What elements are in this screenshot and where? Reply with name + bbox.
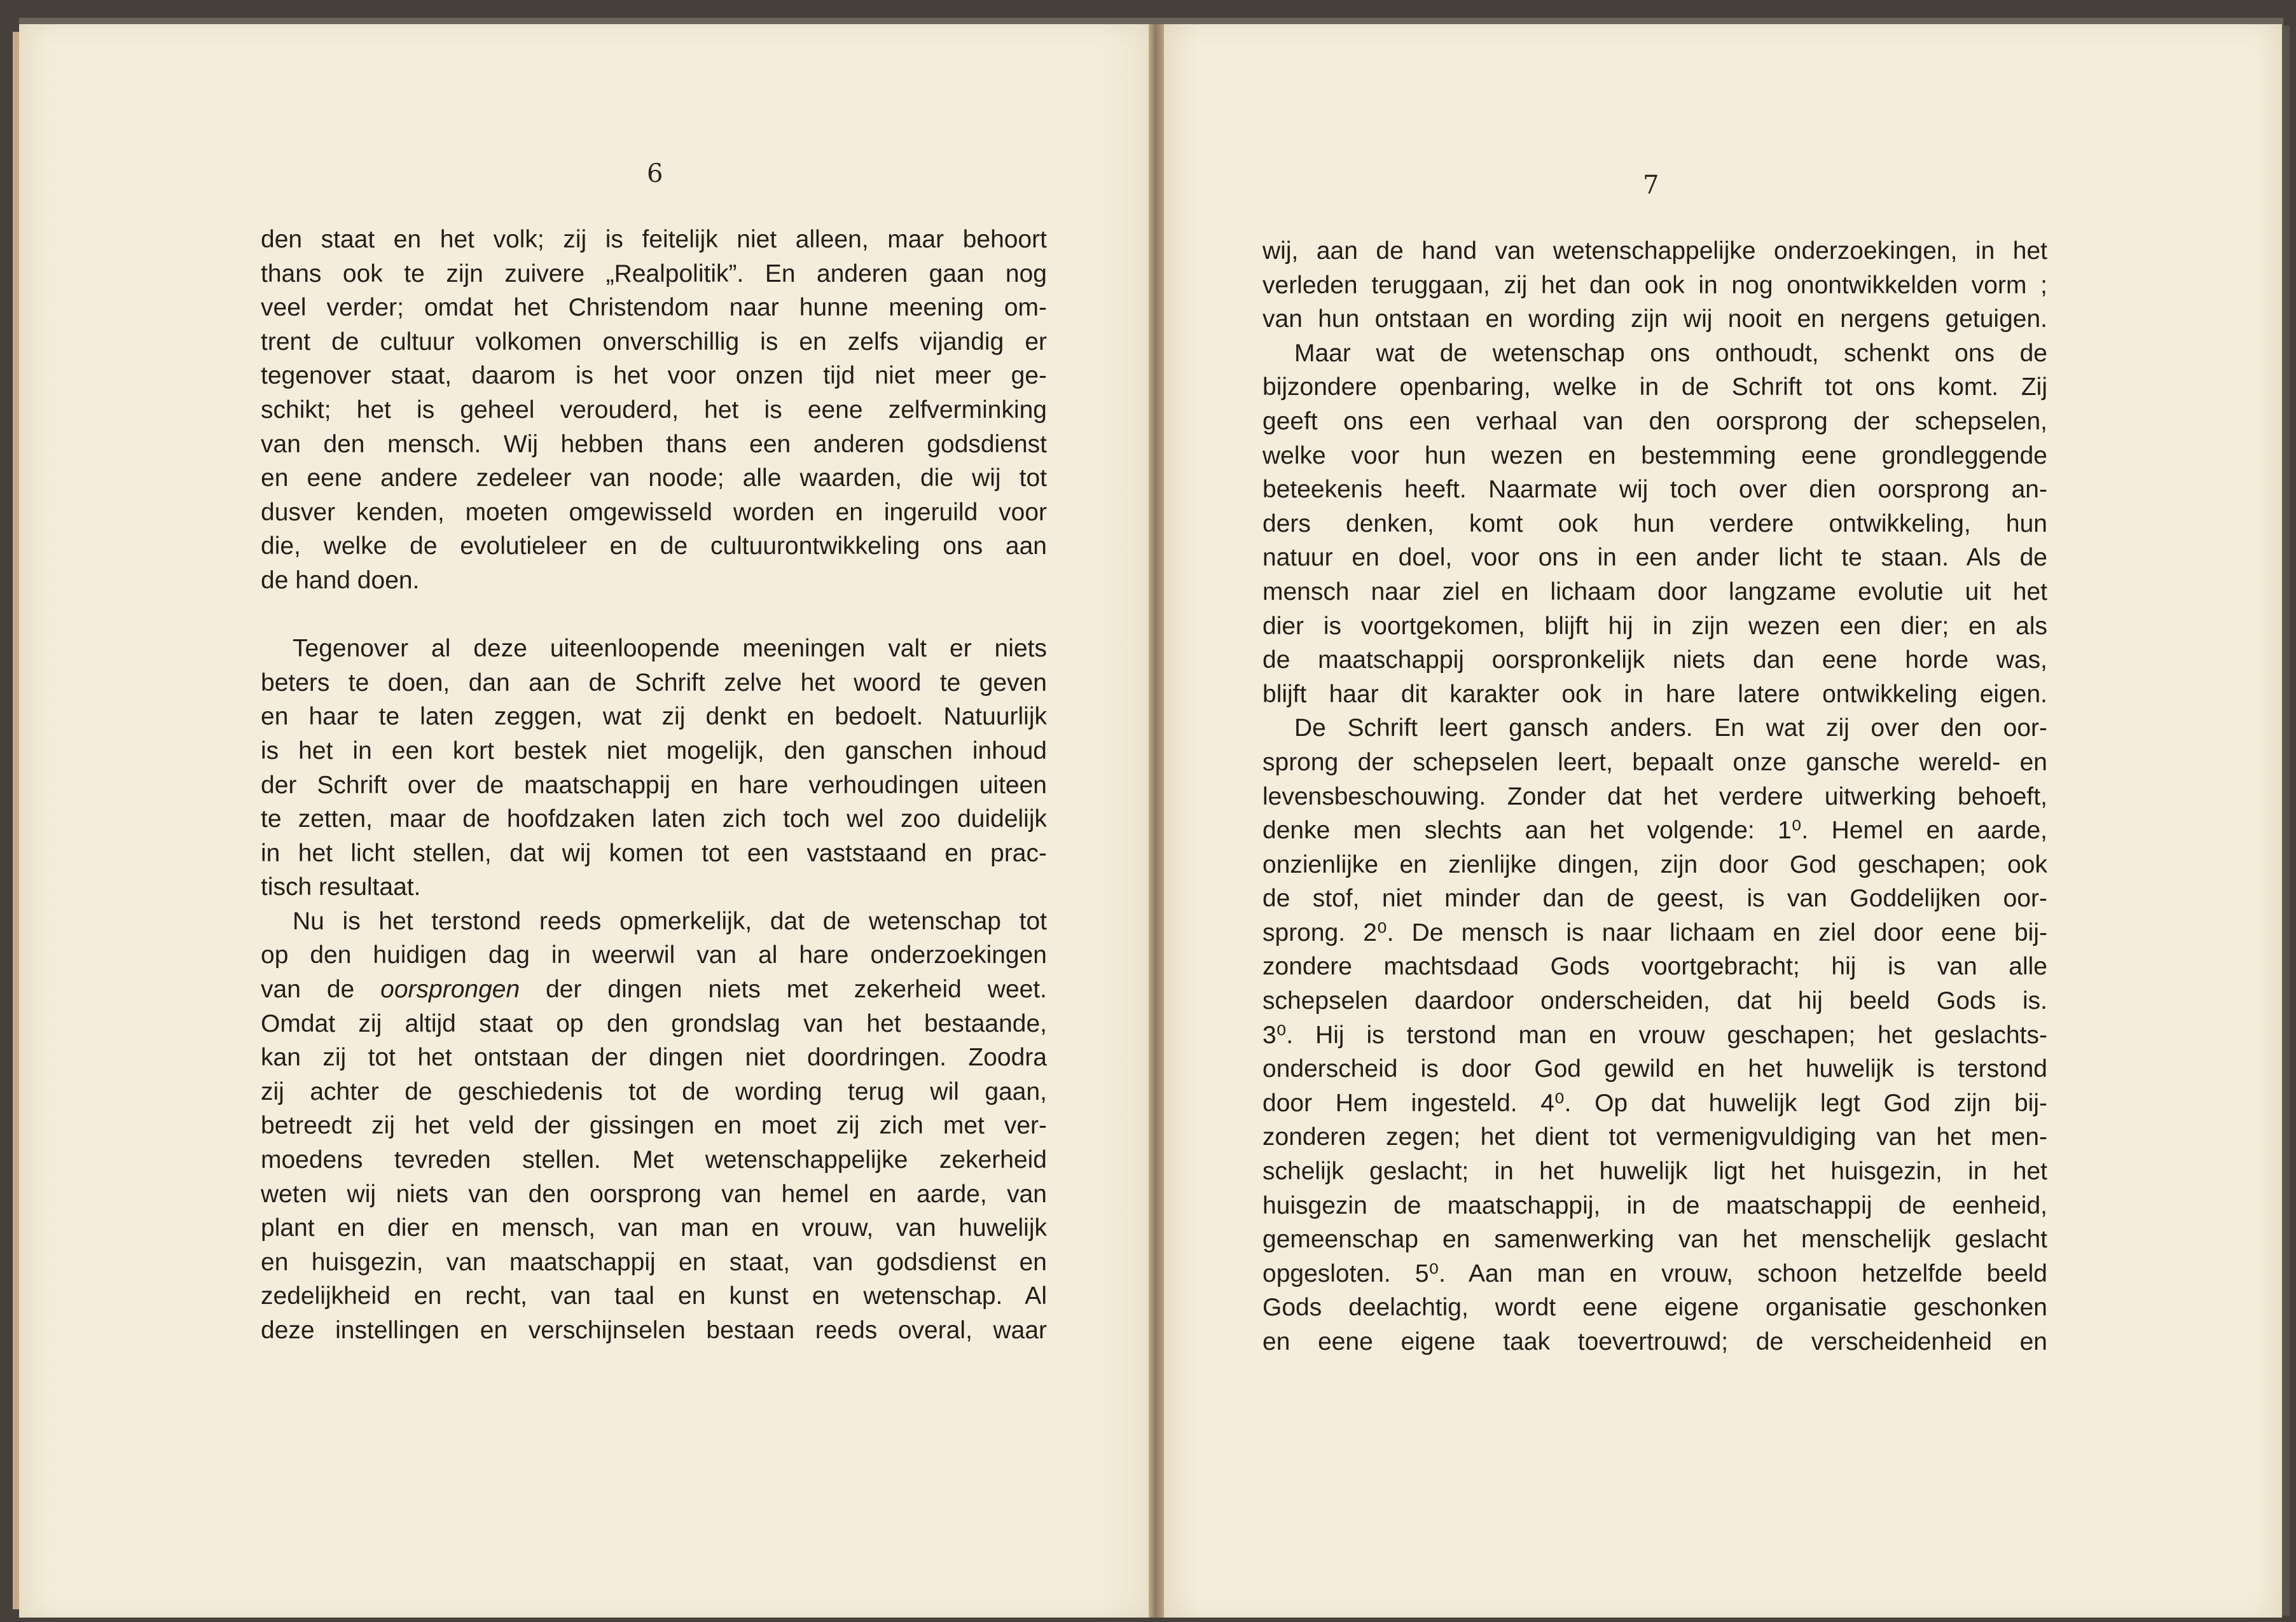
text-line: beters te doen, dan aan de Schrift zelve het woord te geven	[261, 669, 1047, 697]
book-right-edge	[2281, 25, 2290, 1616]
text-line: Nu is het terstond reeds opmerkelijk, dat de wetenschap tot	[293, 907, 1047, 935]
text-line: en huisgezin, van maatschappij en staat, van godsdienst en	[261, 1248, 1047, 1276]
text-line: en eene andere zedeleer van noode; alle waarden, die wij tot	[261, 464, 1047, 492]
text-line: onderscheid is door God gewild en het huwelijk is terstond	[1262, 1055, 2047, 1083]
text-line: door Hem ingesteld. 4⁰. Op dat huwelijk legt God zijn bij-	[1262, 1089, 2047, 1117]
text-line: den staat en het volk; zij is feitelijk niet alleen, maar behoort	[261, 226, 1047, 253]
text-line: is het in een kort bestek niet mogelijk, den ganschen inhoud	[261, 737, 1047, 765]
text-line: moedens tevreden stellen. Met wetenschappelijke zekerheid	[261, 1146, 1047, 1174]
text-line: trent de cultuur volkomen onverschillig is en zelfs vijandig er	[261, 328, 1047, 356]
paragraph-gap	[261, 598, 1047, 632]
text-line: schikt; het is geheel verouderd, het is eene zelfverminking	[261, 396, 1047, 424]
text-line: blijft haar dit karakter ook in hare latere ontwikkeling eigen.	[1262, 680, 2047, 708]
text-line: die, welke de evolutieleer en de cultuurontwikkeling ons aan	[261, 532, 1047, 560]
text-line-with-italic	[261, 973, 1047, 1007]
text-line: in het licht stellen, dat wij komen tot een vaststaand en prac-	[261, 839, 1047, 867]
text-line: de stof, niet minder dan de geest, is van Goddelijken oor-	[1262, 885, 2047, 913]
text-line: bijzondere openbaring, welke in de Schrift tot ons komt. Zij	[1262, 373, 2047, 401]
text-line: van hun ontstaan en wording zijn wij nooit en nergens getuigen.	[1262, 305, 2047, 333]
text-line: en eene eigene taak toevertrouwd; de verscheidenheid en	[1262, 1328, 2047, 1355]
text-line: der Schrift over de maatschappij en hare verhoudingen uiteen	[261, 771, 1047, 799]
text-line: beteekenis heeft. Naarmate wij toch over dien oorsprong an-	[1262, 476, 2047, 504]
text-line: zij achter de geschiedenis tot de wording terug wil gaan,	[261, 1078, 1047, 1106]
text-line: sprong der schepselen leert, bepaalt onze gansche wereld- en	[1262, 748, 2047, 776]
text-line: weten wij niets van den oorsprong van hemel en aarde, van	[261, 1180, 1047, 1208]
text-segment: der dingen niets met zekerheid weet.	[546, 976, 1047, 1004]
text-line: zonderen zegen; het dient tot vermenigvuldiging van het men-	[1262, 1123, 2047, 1151]
text-line: wij, aan de hand van wetenschappelijke onderzoekingen, in het	[1262, 237, 2047, 265]
text-line: welke voor hun wezen en bestemming eene grondleggende	[1262, 441, 2047, 469]
text-line: plant en dier en mensch, van man en vrouw, van huwelijk	[261, 1214, 1047, 1242]
text-line: Tegenover al deze uiteenloopende meeningen valt er niets	[293, 635, 1047, 663]
text-line: van den mensch. Wij hebben thans een anderen godsdienst	[261, 430, 1047, 458]
text-line: veel verder; omdat het Christendom naar hunne meening om-	[261, 294, 1047, 322]
text-line: tisch resultaat.	[261, 873, 421, 901]
text-line: onzienlijke en zienlijke dingen, zijn door God geschapen; ook	[1262, 850, 2047, 878]
text-line: tegenover staat, daarom is het voor onzen tijd niet meer ge-	[261, 362, 1047, 390]
text-line: kan zij tot het ontstaan der dingen niet doordringen. Zoodra	[261, 1044, 1047, 1072]
text-line: te zetten, maar de hoofdzaken laten zich toch wel zoo duidelijk	[261, 805, 1047, 833]
text-line: de hand doen.	[261, 566, 420, 594]
text-line: 3⁰. Hij is terstond man en vrouw geschapen; het geslachts-	[1262, 1021, 2047, 1049]
text-line: zedelijkheid en recht, van taal en kunst en wetenschap. Al	[261, 1282, 1047, 1310]
text-line: de maatschappij oorspronkelijk niets dan eene horde was,	[1262, 646, 2047, 674]
text-line: mensch naar ziel en lichaam door langzame evolutie uit het	[1262, 578, 2047, 606]
right-page-number: 7	[1643, 170, 1659, 200]
left-page-text	[261, 223, 1047, 1348]
left-page-number: 6	[647, 159, 663, 188]
text-line: schepselen daardoor onderscheiden, dat hij beeld Gods is.	[1262, 987, 2047, 1015]
text-line: en haar te laten zeggen, wat zij denkt en bedoelt. Natuurlijk	[261, 703, 1047, 731]
text-line: natuur en doel, voor ons in een ander licht te staan. Als de	[1262, 544, 2047, 572]
text-line: ders denken, komt ook hun verdere ontwikkeling, hun	[1262, 509, 2047, 537]
text-segment: van de	[261, 976, 355, 1004]
text-line: dusver kenden, moeten omgewisseld worden en ingeruild voor	[261, 498, 1047, 526]
text-line: dier is voortgekomen, blijft hij in zijn wezen een dier; en als	[1262, 612, 2047, 640]
italic-word: oorsprongen	[380, 976, 520, 1004]
text-line: thans ook te zijn zuivere „Realpolitik”. En anderen gaan nog	[261, 260, 1047, 288]
text-line: geeft ons een verhaal van den oorsprong der schepselen,	[1262, 407, 2047, 435]
text-line: schelijk geslacht; in het huwelijk ligt het huisgezin, in het	[1262, 1158, 2047, 1186]
text-line: zondere machtsdaad Gods voortgebracht; hij is van alle	[1262, 953, 2047, 981]
text-line: betreedt zij het veld der gissingen en moet zij zich met ver-	[261, 1112, 1047, 1140]
text-line: Omdat zij altijd staat op den grondslag van het bestaande,	[261, 1009, 1047, 1037]
text-line: denke men slechts aan het volgende: 1⁰. Hemel en aarde,	[1262, 817, 2047, 845]
text-line: gemeenschap en samenwerking van het menschelijk geslacht	[1262, 1226, 2047, 1254]
text-line: opgesloten. 5⁰. Aan man en vrouw, schoon hetzelfde beeld	[1262, 1259, 2047, 1287]
text-line: op den huidigen dag in weerwil van al hare onderzoekingen	[261, 941, 1047, 969]
text-line: levensbeschouwing. Zonder dat het verdere uitwerking behoeft,	[1262, 782, 2047, 810]
text-line: deze instellingen en verschijnselen bestaan reeds overal, waar	[261, 1317, 1047, 1344]
text-line: huisgezin de maatschappij, in de maatschappij de eenheid,	[1262, 1191, 2047, 1219]
text-line: Maar wat de wetenschap ons onthoudt, schenkt ons de	[1294, 339, 2047, 367]
text-line: Gods deelachtig, wordt eene eigene organisatie geschonken	[1262, 1294, 2047, 1322]
right-page-text	[1262, 234, 2047, 1359]
text-line: verleden teruggaan, zij het dan ook in nog onontwikkelden vorm ;	[1262, 271, 2047, 299]
text-line: De Schrift leert gansch anders. En wat zij over den oor-	[1294, 714, 2047, 742]
text-line: sprong. 2⁰. De mensch is naar lichaam en ziel door eene bij-	[1262, 918, 2047, 946]
book-gutter	[1149, 24, 1164, 1618]
